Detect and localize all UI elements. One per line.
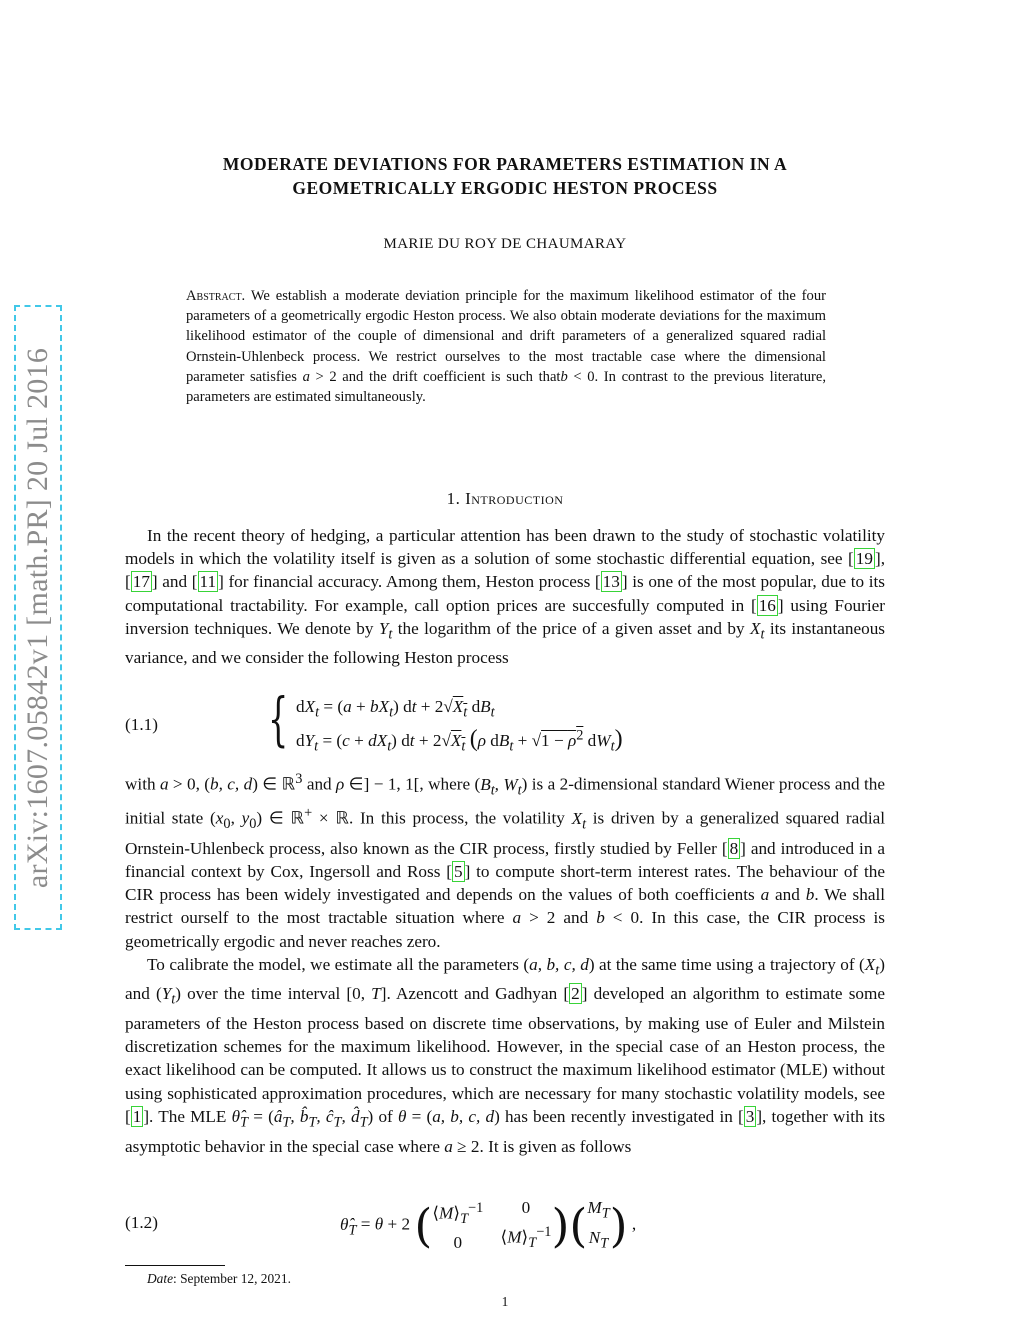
arxiv-identifier-stamp [14, 305, 62, 930]
abstract-text-a: We establish a moderate deviation principle for the maximum likelihood estimator of the four parameters of a geometrically ergodic Heston process. We also obtain moderate deviations for the maximum likelihood estimator of the couple of dimensional and drift parameters of a generalized squared radial Ornstein-Uhlenbeck process. We restrict ourselves to the most tractable case where the dimensional parameter satisfies [186, 288, 826, 385]
equation-1-1-line-1: $dX_t = (a + bX_t)$ dt + $2√X_t$ $dB_t$ [296, 697, 495, 721]
equation-1-1-line-2: $dY_t = (c + dX_t)$ dt + $2√X_t$ (ρ $dB_t + √1 - \rho^2$ $dW_t$) [296, 726, 623, 755]
footnote-label: Date [147, 1271, 174, 1286]
abstract-text-b: and the drift coefficient is such that [342, 368, 561, 385]
arxiv-id-text: arXiv:1607.05842v1 [math.PR] 20 Jul 2016 [21, 347, 54, 888]
intro-paragraph-1: In the recent theory of hedging, a particular attention has been drawn to the study of stochastic volatility models in which the volatility itself is given as a solution of some stochastic differential equation, see [ 19 ], [ 17 ] and [ 11 ] for financial accuracy. Among them, Heston process [ 13 ] is one of the most popular, due to its computational tractability. For example, call option prices are succesfully computed in [ 16 ] using Fourier inversion techniques. We denote by $Y_t$ the logarithm of the price of a given asset and by $X_t$ its instantaneous variance, and we consider the following Heston process [125, 526, 886, 668]
section-heading [0, 489, 1010, 509]
abstract-label: Abstract. [186, 288, 246, 304]
equation-1-2: $\thetâ_T = \theta + 2$ ($⟨M⟩_T^{-1}$ 0 0 $⟨M⟩_T^{-1})(M_T$ $N_T$) , [340, 1198, 637, 1253]
citation-11[interactable]: 11 [199, 572, 217, 592]
citation-19[interactable]: 19 [855, 549, 873, 569]
citation-3[interactable]: 3 [745, 1106, 755, 1126]
abstract-text-c: . In contrast to the previous literature, parameters are estimated simultaneously. [186, 368, 826, 406]
footnote-value: : September 12, 2021. [173, 1271, 291, 1286]
intro-paragraph-2: with a > 0, (b, c, d) ∈ ℝ$^3$ and ρ ∈] − 1, 1[, where ($B_t$, $W_t$) is a 2-dimensional standard Wiener process and the initial state ($x_0$, $y_0$) ∈ ℝ+ × ℝ. In this process, the volatility $X_t$ is driven by a generalized squared radial Ornstein-Uhlenbeck process, also known as the CIR process, firstly studied by Feller [ 8 ] and introduced in a financial context by Cox, Ingersoll and Ross [ 5 ] to compute short-term interest rates. The behaviour of the CIR process has been widely investigated and depends on the values of both coefficients a and b. We shall restrict ourself to the most tractable situation where a > 2 and b < 0. In this case, the CIR process is geometrically ergodic and never reaches zero. To calibrate the model, we estimate all the parameters (a, b, c, d) at the same time using a trajectory of $(X_t)$ and $(Y_t)$ over the time interval [0, T]. Azencott and Gadhyan [ 2 ] developed an algorithm to estimate some parameters of the Heston process based on discrete time observations, by making use of Euler and Milstein discretization schemes for the maximum likelihood. However, in the special case of an Heston process, the exact likelihood can be computed. It allows us to construct the maximum likelihood estimator (MLE) without using sophisticated approximation procedures, which are necessary for many stochastic volatility models, see [ 1 ]. The MLE $\thetâ_T$ = ($â_T$, $b̂_T$, $ĉ_T$, $d̂_T$) of θ = (a, b, c, d) has been recently investigated in [ 3 ], together with its asymptotic behavior in the special case where a ≥ 2. It is given as follows [125, 771, 886, 1156]
footnote-rule [125, 1265, 225, 1266]
section-title: Introduction [465, 489, 564, 508]
citation-5[interactable]: 5 [453, 861, 463, 881]
citation-1[interactable]: 1 [132, 1106, 142, 1126]
author-name: MARIE DU ROY DE CHAUMARAY [383, 236, 627, 252]
left-brace: { [268, 685, 289, 753]
title-line-2: GEOMETRICALLY ERGODIC HESTON PROCESS [292, 178, 718, 198]
equation-1-2-label: (1.2) [125, 1213, 158, 1232]
page-number: 1 [501, 1294, 509, 1309]
footnote-date [147, 1271, 291, 1287]
citation-17[interactable]: 17 [132, 572, 150, 592]
abstract: Abstract. We establish a moderate deviation principle for the maximum likelihood estimator of the four parameters of a geometrically ergodic Heston process. We also obtain moderate deviations for the maximum likelihood estimator of the couple of dimensional and drift parameters of a generalized squared radial Ornstein-Uhlenbeck process. We restrict ourselves to the most tractable case where the dimensional parameter satisfies a > 2 and the drift coefficient is such thatb < 0. In contrast to the previous literature, parameters are estimated simultaneously. [186, 288, 826, 406]
citation-2[interactable]: 2 [571, 984, 580, 1004]
citation-13[interactable]: 13 [602, 572, 620, 592]
section-number: 1. [446, 489, 461, 508]
citation-16[interactable]: 16 [758, 595, 776, 615]
title-line-1: MODERATE DEVIATIONS FOR PARAMETERS ESTIMATION IN A [222, 154, 788, 174]
equation-1-1-label: (1.1) [125, 715, 158, 734]
paper-title [120, 152, 890, 200]
citation-8[interactable]: 8 [729, 838, 739, 858]
